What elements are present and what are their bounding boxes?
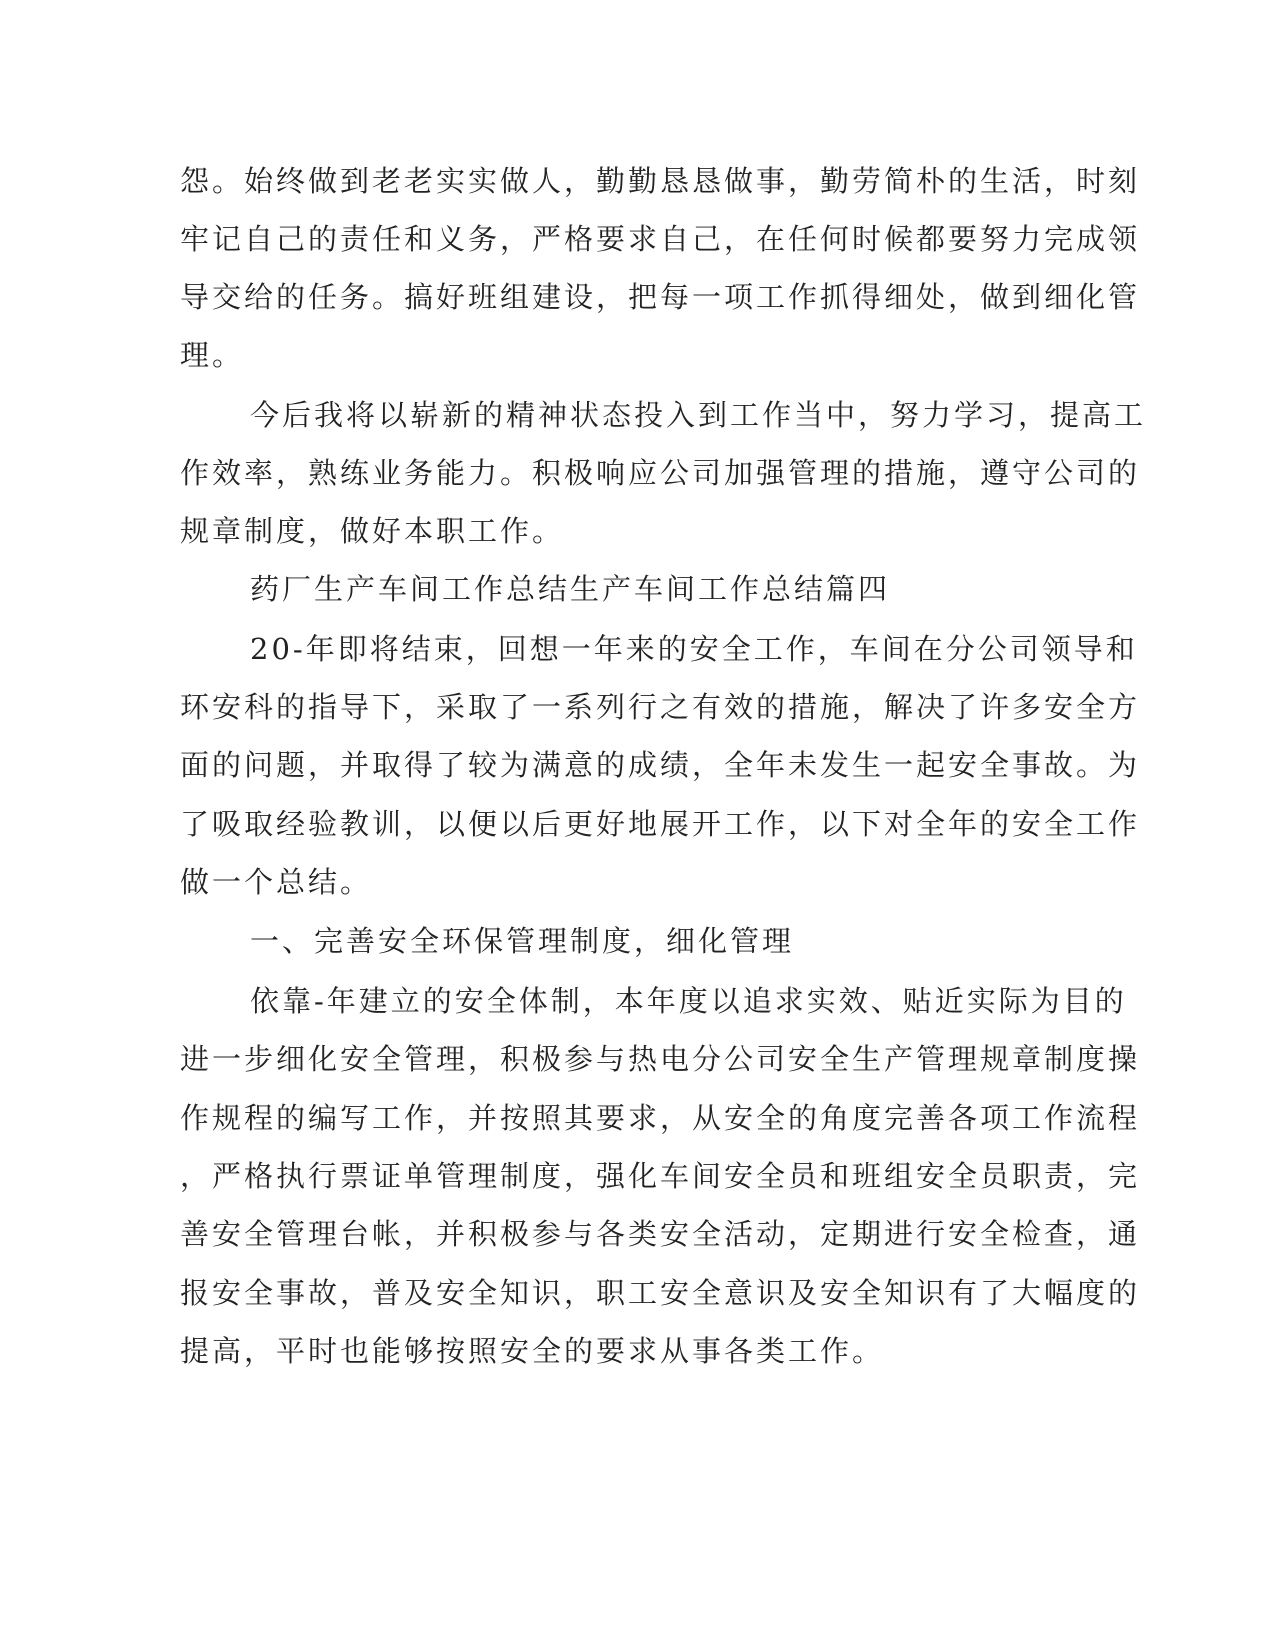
paragraph-line: 牢记自己的责任和义务，严格要求自己，在任何时候都要努力完成领 — [180, 222, 1141, 256]
paragraph-line: ，严格执行票证单管理制度，强化车间安全员和班组安全员职责，完 — [180, 1159, 1141, 1193]
paragraph-line: 20-年即将结束，回想一年来的安全工作，车间在分公司领导和 — [250, 632, 1138, 666]
paragraph-line: 提高，平时也能够按照安全的要求从事各类工作。 — [180, 1334, 885, 1368]
paragraph-line: 了吸取经验教训，以便以后更好地展开工作，以下对全年的安全工作 — [180, 807, 1141, 841]
paragraph-line: 理。 — [180, 338, 245, 372]
paragraph-line: 进一步细化安全管理，积极参与热电分公司安全生产管理规章制度操 — [180, 1042, 1141, 1076]
section-heading: 药厂生产车间工作总结生产车间工作总结篇四 — [250, 572, 891, 606]
paragraph-line: 依靠-年建立的安全体制，本年度以追求实效、贴近实际为目的 — [250, 984, 1127, 1018]
section-heading: 一、完善安全环保管理制度，细化管理 — [250, 924, 795, 958]
paragraph-line: 环安科的指导下，采取了一系列行之有效的措施，解决了许多安全方 — [180, 690, 1141, 724]
paragraph-line: 善安全管理台帐，并积极参与各类安全活动，定期进行安全检查，通 — [180, 1217, 1141, 1251]
paragraph-line: 导交给的任务。搞好班组建设，把每一项工作抓得细处，做到细化管 — [180, 280, 1141, 314]
paragraph-line: 今后我将以崭新的精神状态投入到工作当中，努力学习，提高工 — [250, 398, 1147, 432]
paragraph-line: 规章制度，做好本职工作。 — [180, 514, 565, 548]
paragraph-line: 作规程的编写工作，并按照其要求，从安全的角度完善各项工作流程 — [180, 1101, 1141, 1135]
paragraph-line: 报安全事故，普及安全知识，职工安全意识及安全知识有了大幅度的 — [180, 1276, 1141, 1310]
paragraph-line: 怨。始终做到老老实实做人，勤勤恳恳做事，勤劳简朴的生活，时刻 — [180, 164, 1141, 198]
paragraph-line: 面的问题，并取得了较为满意的成绩，全年未发生一起安全事故。为 — [180, 748, 1141, 782]
paragraph-line: 做一个总结。 — [180, 865, 373, 899]
paragraph-line: 作效率，熟练业务能力。积极响应公司加强管理的措施，遵守公司的 — [180, 456, 1141, 490]
